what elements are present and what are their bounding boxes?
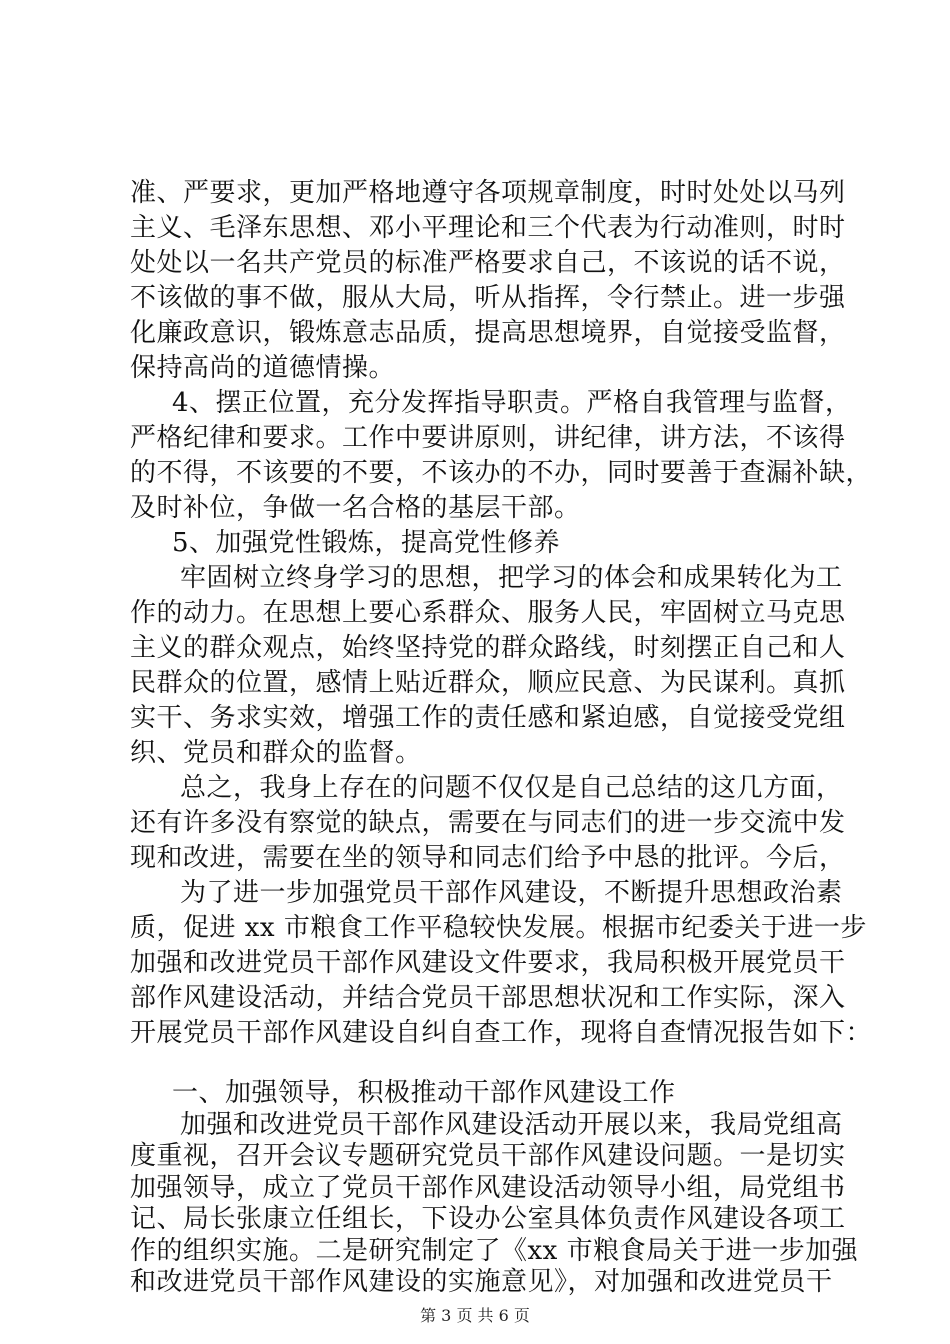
text-line: 加强和改进党员干部作风建设文件要求，我局积极开展党员干 [130, 948, 846, 978]
text-line: 主义的群众观点，始终坚持党的群众路线，时刻摆正自己和人 [130, 633, 846, 663]
text-line: 准、严要求，更加严格地遵守各项规章制度，时时处处以马列 [130, 178, 846, 208]
text-line: 质，促进 xx 市粮食工作平稳较快发展。根据市纪委关于进一步 [130, 913, 867, 943]
text-line: 不该做的事不做，服从大局，听从指挥，令行禁止。进一步强 [130, 283, 846, 313]
text-line: 为了进一步加强党员干部作风建设，不断提升思想政治素 [180, 878, 843, 908]
text-line: 还有许多没有察觉的缺点，需要在与同志们的进一步交流中发 [130, 808, 846, 838]
page-footer: 第 3 页 共 6 页 [420, 1306, 530, 1325]
text-line: 作的动力。在思想上要心系群众、服务人民，牢固树立马克思 [130, 598, 846, 628]
text-line: 织、党员和群众的监督。 [130, 738, 422, 768]
text-line: 及时补位，争做一名合格的基层干部。 [130, 493, 581, 523]
section-heading: 一、加强领导，积极推动干部作风建设工作 [172, 1078, 676, 1108]
text-line: 和改进党员干部作风建设的实施意见》，对加强和改进党员干 [130, 1267, 833, 1297]
text-line: 度重视，召开会议专题研究党员干部作风建设问题。一是切实 [130, 1141, 846, 1171]
text-line: 现和改进，需要在坐的领导和同志们给予中恳的批评。今后， [130, 843, 846, 873]
text-line: 主义、毛泽东思想、邓小平理论和三个代表为行动准则，时时 [130, 213, 846, 243]
text-line: 化廉政意识，锻炼意志品质，提高思想境界，自觉接受监督， [130, 318, 846, 348]
text-line: 牢固树立终身学习的思想，把学习的体会和成果转化为工 [180, 563, 843, 593]
text-line: 开展党员干部作风建设自纠自查工作，现将自查情况报告如下： [130, 1018, 873, 1048]
text-line: 加强和改进党员干部作风建设活动开展以来，我局党组高 [180, 1110, 843, 1140]
numbered-item-5: 5、加强党性锻炼，提高党性修养 [172, 528, 561, 558]
text-line: 作的组织实施。二是研究制定了《xx 市粮食局关于进一步加强 [130, 1236, 859, 1266]
text-line: 保持高尚的道德情操。 [130, 353, 396, 383]
text-line: 民群众的位置，感情上贴近群众，顺应民意、为民谋利。真抓 [130, 668, 846, 698]
text-line: 记、局长张康立任组长，下设办公室具体负责作风建设各项工 [130, 1204, 846, 1234]
text-line: 处处以一名共产党员的标准严格要求自己，不该说的话不说， [130, 248, 846, 278]
numbered-item-4: 4、摆正位置，充分发挥指导职责。严格自我管理与监督， [172, 388, 852, 418]
text-line: 总之，我身上存在的问题不仅仅是自己总结的这几方面， [180, 773, 843, 803]
text-line: 严格纪律和要求。工作中要讲原则，讲纪律，讲方法，不该得 [130, 423, 846, 453]
text-line: 的不得，不该要的不要，不该办的不办，同时要善于查漏补缺， [130, 458, 873, 488]
text-line: 部作风建设活动，并结合党员干部思想状况和工作实际，深入 [130, 983, 846, 1013]
text-line: 加强领导，成立了党员干部作风建设活动领导小组，局党组书 [130, 1173, 846, 1203]
text-line: 实干、务求实效，增强工作的责任感和紧迫感，自觉接受党组 [130, 703, 846, 733]
